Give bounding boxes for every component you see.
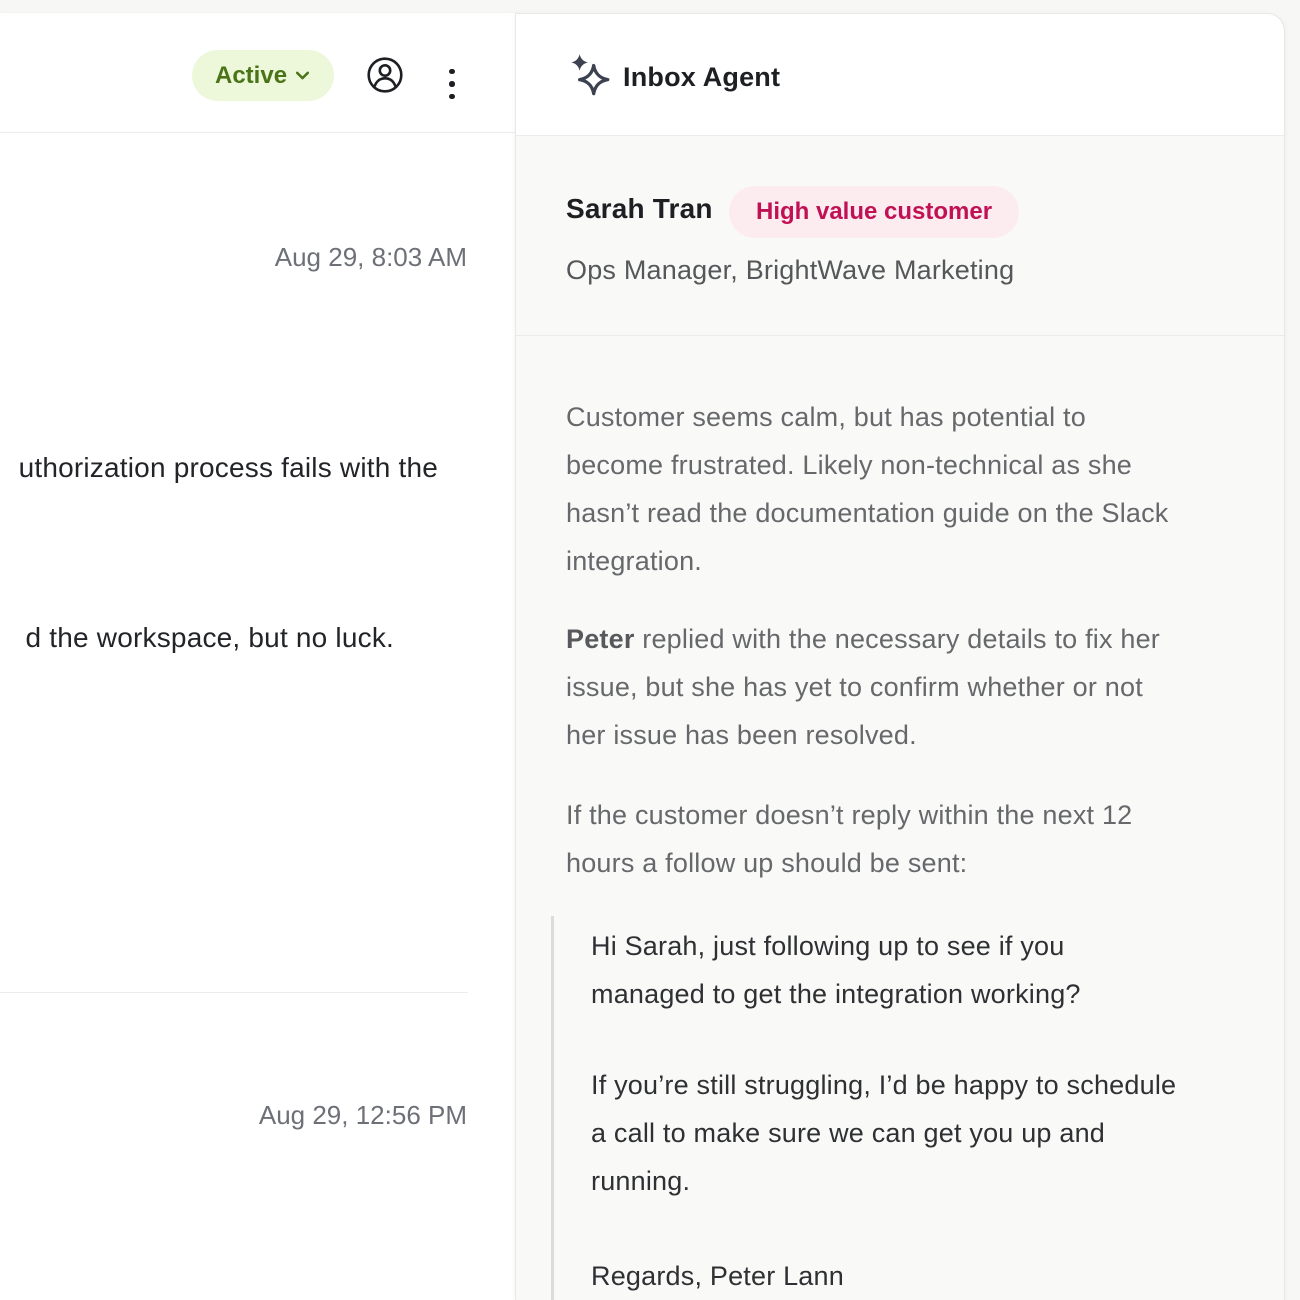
- sparkles-icon: [565, 52, 613, 107]
- suggested-followup-quote: [551, 916, 1251, 1300]
- message-timestamp: Aug 29, 8:03 AM: [274, 242, 467, 272]
- customer-info-section: [516, 136, 1284, 336]
- status-dropdown-button[interactable]: [192, 50, 334, 101]
- followup-paragraph: Hi Sarah, just following up to see if you managed to get the integration working?: [591, 931, 1081, 1009]
- conversation-header: [0, 13, 515, 133]
- followup-paragraph: If you’re still struggling, I’d be happy to schedule a call to make sure we can get you up and running.: [591, 1070, 1177, 1196]
- customer-role: Ops Manager, BrightWave Marketing: [566, 255, 1015, 285]
- analysis-paragraph: Customer seems calm, but has potential to become frustrated. Likely non-technical as she hasn’t read the documentation guide on the Slack integration.: [566, 402, 1169, 576]
- kebab-menu-icon: [449, 69, 455, 100]
- message-timestamp: Aug 29, 12:56 PM: [258, 1100, 467, 1130]
- agent-panel-header: [516, 14, 1284, 136]
- message-text-line: d the workspace, but no luck.: [25, 622, 394, 653]
- message-group-divider: [0, 992, 468, 993]
- chevron-down-icon: [294, 67, 311, 84]
- customer-badge: High value customer: [729, 186, 1019, 238]
- customer-name: Sarah Tran: [566, 193, 713, 224]
- analysis-paragraph: If the customer doesn’t reply within the next 12 hours a follow up should be sent:: [566, 800, 1133, 878]
- status-label: Active: [215, 61, 288, 89]
- conversation-panel: [0, 13, 515, 1300]
- agent-panel-title: Inbox Agent: [623, 62, 781, 92]
- message-text-line: uthorization process fails with the: [18, 452, 438, 483]
- followup-signature: Regards, Peter Lann: [591, 1261, 844, 1291]
- kebab-menu-button[interactable]: [440, 58, 464, 110]
- avatar-button[interactable]: [366, 56, 404, 94]
- user-circle-icon: [366, 82, 404, 97]
- analysis-paragraph: Peter replied with the necessary details to fix her issue, but she has yet to confirm whether or not her issue has been resolved.: [566, 624, 1161, 750]
- inbox-agent-panel: [515, 13, 1285, 1300]
